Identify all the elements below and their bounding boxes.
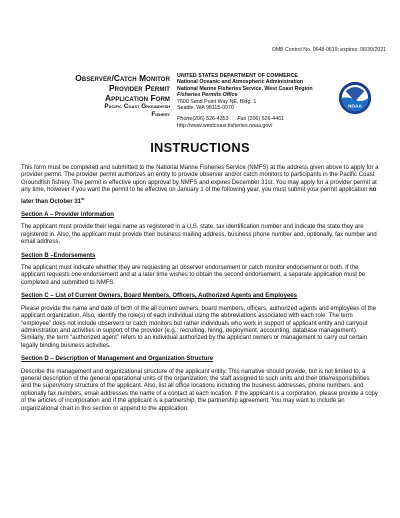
- section-a-title: Section A – Provider Information: [21, 212, 114, 219]
- fax-label: Fax: [237, 116, 247, 123]
- section-a-body: The applicant must provide their legal name as registered in a U.S. state, tax identification number and indicate the state they are registered in. Also, the applicant must provide their business mailing address, business phone number and, optionally, fax number and email address.: [21, 224, 377, 246]
- intro-deadline-text: no later than October 31: [21, 187, 377, 205]
- fax-number: (206) 526-4461: [247, 116, 284, 123]
- form-title-line4: Pacific Coast Groundfish: [104, 103, 170, 110]
- intro-paragraph: [21, 165, 379, 206]
- agency-office: Fisheries Permits Office: [177, 92, 238, 99]
- phone-number: (206) 526-4353: [192, 116, 229, 123]
- intro-text: This form must be completed and submitted to the National Marine Fisheries Service (NMFS) at the address given above to apply for a provider permit. The provider permit authorizes an entity to provide observer and/or catch monitors to participants in the Pacific Coast Groundfish fishery. The permit is effective upon approval by NMFS and expires December 31st. You may apply for a provider permit at any time, however if you want the permit to be effective on January 1 of the following year, you must submit your permit application: [21, 165, 379, 194]
- agency-url[interactable]: http://www.westcoast.fisheries.noaa.gov/: [177, 122, 273, 129]
- section-d-title: Section D – Description of Management and Organization Structure: [21, 356, 214, 363]
- form-title: [18, 73, 170, 119]
- logo-text: NOAA: [348, 103, 362, 109]
- section-c-body: Please provide the name and date of birth of the all current owners, board members, officers, authorized agents and employees of the applicant organization. Also, identify the role(s) of each individual using the abbreviations associated with each role. The term “employee” does not include observers or catch monitors but rather individuals who work in support of applicant entity and carryout administration and activities in support of the provider (e.g.: recruiting, hiring, deployment, accounting, database management). Similarly, the term “authorized agent” refers to an individual authorized by the applicant owners or management to carry out certain legally binding business activities.: [21, 305, 377, 349]
- page-title: INSTRUCTIONS: [150, 140, 250, 155]
- omb-control-number: OMB Control No. 0648-0619; expires: 06/30/2021: [271, 47, 386, 53]
- intro-deadline-sup: st: [81, 195, 85, 201]
- form-title-line5: Fishery: [151, 111, 170, 119]
- instructions-body: [21, 165, 379, 419]
- agency-street: 7600 Sand Point Way NE, Bldg. 1: [177, 98, 257, 105]
- section-b-body: The applicant must indicate whether they are requesting an observer endorsement or catch monitor endorsement or both. If the applicant requests one endorsement and at a later time wishes to obtain the second endorsement, a separate application must be completed and submitted to NMFS.: [21, 265, 366, 286]
- agency-nmfs: National Marine Fisheries Service, West Coast Region: [177, 85, 313, 92]
- section-d-body: Describe the management and organizational structure of the applicant entity. This narrative should provide, but is not limited to, a general description of the general operational units of the organization; the staff assigned to such units and their title/responsibilities and the supervisory structure of the applicant. Also, list all office locations including the business addresses, phone numbers, and optionally fax numbers, email addresses the name of a contact at each location. If the applicant is a corporation, please provide a copy of the articles of incorporation and if the applicant is a partnership, the partnership agreement. You may want to include an organizational chart in this section or append to the application.: [21, 368, 378, 412]
- form-header: [18, 73, 382, 135]
- noaa-logo: [338, 81, 372, 115]
- section-b-title: Section B –Endorsements: [21, 252, 96, 259]
- form-title-line1: Observer/Catch Monitor: [75, 73, 170, 83]
- section-c-title: Section C – List of Current Owners, Board Members, Officers, Authorized Agents and Employees: [21, 293, 297, 300]
- agency-address-block: [177, 73, 353, 129]
- phone-label: Phone: [177, 116, 193, 123]
- agency-noaa: National Oceanic and Atmospheric Administration: [177, 79, 304, 86]
- form-title-line3: Application Form: [105, 93, 170, 103]
- form-title-line2: Provider Permit: [108, 83, 170, 93]
- agency-dept: UNITED STATES DEPARTMENT OF COMMERCE: [177, 73, 298, 79]
- agency-city: Seattle, WA 98115-0070: [177, 105, 234, 112]
